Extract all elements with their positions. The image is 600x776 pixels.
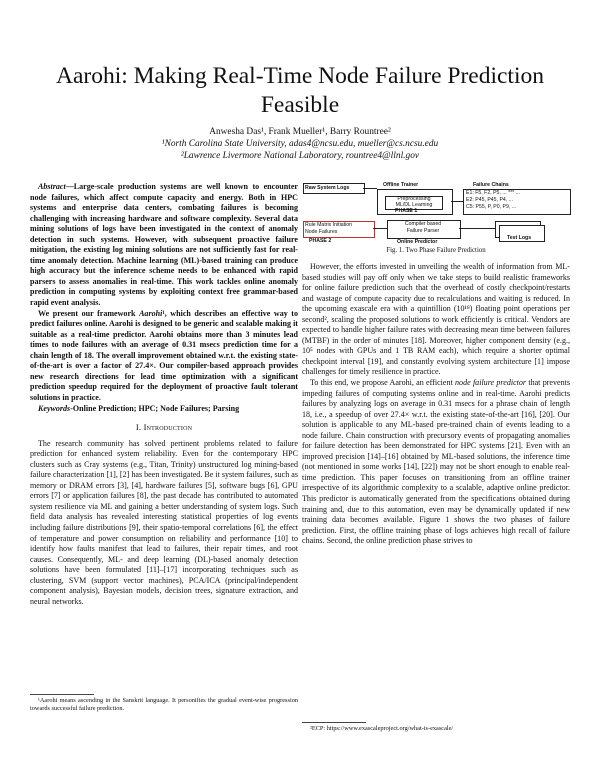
test-logs-label: Test Logs	[507, 235, 532, 241]
author-block	[30, 126, 570, 162]
arrow	[373, 228, 387, 229]
raw-logs-label: Raw System Logs	[305, 184, 350, 191]
abstract-text: —Large-scale production systems are well known to encounter node failures, which affect compute capacity and energy. Both in HPC systems and enterprise data centers, combating failures is becoming challenging with increasing hardware and software complexity. Several data mining solutions of logs have been investigated in the context of anomaly detection in such systems. However, with subsequent proactive failure mitigation, the existing log mining solutions are not sufficiently fast for real-time anomaly detection. Machine learning (ML)-based training can produce high accuracy but the inference scheme needs to be enhanced with rapid parsers to assess anomalies in real-time. This work tackles online anomaly prediction in computing systems by exploiting context free grammar-based rapid event analysis.	[30, 182, 298, 308]
node-failure-predictor-term: node failure predictor	[455, 378, 527, 388]
arrow	[459, 228, 495, 229]
arrow	[451, 201, 463, 202]
online-predictor-label: Online Predictor	[397, 239, 438, 245]
right-paragraph-1: However, the efforts invested in unveiling the wealth of information from ML-based studies will pay off only when we take steps to build realistic frameworks for online failure prediction such that the overhead of costly checkpoint/restarts and wastage of compute capacity due to recalculations and waiting is reduced. In the upcoming exascale era with a quintillion (10¹⁸) floating point operations per second², scaling the proposed solutions to work efficiently is critical. Vendors are expected to handle higher failure rates with decreasing mean time between failures (MTBF) in the order of minutes [18]. Moreover, higher component density (e.g., 10⁵ nodes with GPUs and 1 TB RAM each), which require a shorter optimal checkpoint interval [19], and constantly evolving system architecture [1] impose challenges for timely resilience in practice.	[302, 262, 570, 377]
section-heading-introduction: I. Introduction	[135, 422, 193, 433]
keywords-text: -Online Prediction; HPC; Node Failures; Parsing	[70, 404, 240, 414]
phase1-label: PHASE 1	[395, 208, 418, 214]
failure-chain-1: E1: F5, F2, P5, ... *** ...	[466, 190, 520, 196]
author-names: Anwesha Das¹, Frank Mueller¹, Barry Rountree²	[209, 127, 391, 137]
abstract-label: Abstract	[38, 182, 66, 191]
phase2-label: PHASE 2	[309, 238, 332, 244]
arrow	[363, 188, 377, 189]
ml-learning-label: ML/DL Learning	[395, 202, 433, 208]
footnote-2: ²ECP: https://www.exascaleproject.org/what-is-exascale/	[310, 725, 454, 732]
footnote-rule-left	[30, 694, 94, 695]
keywords-label: Keywords	[38, 404, 71, 414]
compiler-based-label: Compiler based	[404, 221, 442, 227]
intro-paragraph-1: The research community has solved pertinent problems related to failure prediction for enhanced system reliability. Even for the contemporary HPC clusters such as Cray systems (e.g., Titan, Trinity) unstructured log mining-based failure characterization [1], [2] has been investigated. Be it system failures, such as memory or DRAM errors [3], [4], hardware failures [5], software bugs [6], GPU errors [7] or application failures [8], the past decade has contributed to automated system resilience via ML and gaining a better understanding of system logs. Such field data analysis has revealed interesting statistical properties of log events including failure distributions [9], their spatio-temporal correlations [6], the effect of temperature and power consumption on reliability and performance [10] to identify how faults manifest that lead to failures, their repair times, and root causes. Consequently, ML- and deep learning (DL)-based anomaly detection solutions have been formulated [11]–[17] incorporating techniques such as clustering, SVM (support vector machines), PCA/ICA (principal/independent component analysis), Bayesian models, decision trees, signature extraction, and neural networks.	[30, 438, 298, 606]
footnote-1: ¹Aarohi means ascending in the Sanskrit language. It personifies the gradual event-wise progression towards successful failure prediction.	[30, 697, 298, 712]
figure-1-diagram	[303, 183, 570, 245]
framework-name: Aarohi	[139, 308, 163, 318]
node-failures-label: Node Failures	[305, 228, 338, 235]
failure-parser-label: Failure Parser	[406, 228, 440, 234]
footnote-rule-right	[302, 722, 366, 723]
affiliation-1: ¹North Carolina State University, adas4@ncsu.edu, mueller@cs.ncsu.edu	[161, 139, 439, 149]
preprocessing-label: Preprocessing	[397, 196, 431, 202]
abstract-para-2: We present our framework Aarohi¹, which describes an effective way to predict failures online. Aarohi is designed to be generic and scalable making it suitable as a real-time predictor. Aarohi obtains more than 3 minutes lead times to node failures with an average of 0.31 msecs prediction time for a chain length of 18. The overall improvement obtained w.r.t. the existing state-of-the-art is over a factor of 27.4×. Our compiler-based approach provides new research directions for lead time optimization with a significant prediction speedup required for the deployment of proactive fault tolerant solutions in practice.	[30, 308, 298, 402]
failure-chains-label: Failure Chains	[473, 182, 509, 188]
failure-chain-3: C5: P55, P, P0, P9, ...	[466, 204, 517, 210]
abstract	[30, 182, 298, 309]
figure-1-caption: Fig. 1. Two Phase Failure Prediction	[386, 247, 486, 254]
offline-trainer-label: Offline Trainer	[383, 182, 419, 188]
rule-matrix-label: Rule Matrix Initiation	[305, 222, 352, 228]
left-column	[30, 182, 298, 607]
paper-title: Aarohi: Making Real-Time Node Failure Prediction Feasible	[56, 63, 544, 118]
keywords	[30, 404, 298, 415]
affiliation-2: ²Lawrence Livermore National Laboratory, rountree4@llnl.gov	[180, 151, 420, 161]
right-paragraph-2: To this end, we propose Aarohi, an efficient node failure predictor that prevents impeding failures of computing systems online and in real-time. Aarohi predicts failures by analyzing logs on average in 0.31 msecs for a phrase chain of length 18, i.e., a speedup of over 27.4× w.r.t. the existing state-of-the-art [16], [20]. Our solution is applicable to any ML-based pre-trained chain of events leading to a node failure. Chain construction with precursory events of propagating anomalies for failure detection has been demonstrated for HPC systems [21]. Even with an improved precision [14]–[16] obtained by ML-based solutions, the inference time (not mentioned in some works [14], [22]) may not be short enough to enable real-time prediction. This paper focuses on transitioning from an offline trainer irrespective of its algorithmic complexity to a scalable, adaptive online predictor. This predictor is automatically generated from the specifications obtained during training and, due to this automation, even may be dynamically updated if new training data becomes available. Figure 1 shows the two phases of failure prediction. First, the offline training phase of logs achieves high recall of failure chains. Second, the online prediction phase strives to	[302, 378, 570, 546]
failure-chain-2: E2: P45, P45, P4, ...	[466, 197, 514, 203]
right-column	[302, 262, 570, 547]
